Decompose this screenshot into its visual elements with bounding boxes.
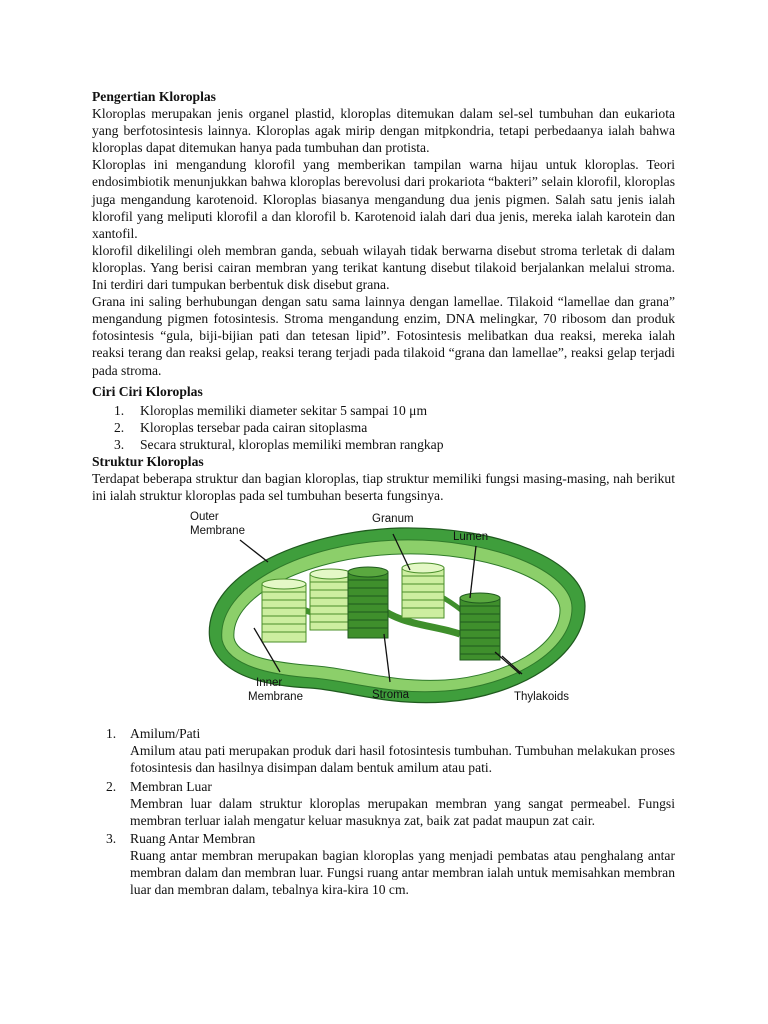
- list-number: 2.: [114, 419, 125, 435]
- list-item: [92, 419, 675, 436]
- list-description: Amilum atau pati merupakan produk dari hasil fotosintesis tumbuhan. Tumbuhan melakukan proses fotosintesis dan hasilnya disimpan dalam bentuk amilum atau pati.: [130, 743, 675, 776]
- list-number: 2.: [106, 778, 117, 794]
- list-text: Kloroplas memiliki diameter sekitar 5 sampai 10 μm: [140, 402, 428, 418]
- granum-light: [262, 579, 306, 642]
- list-title: Membran Luar: [130, 778, 212, 794]
- paragraph: Kloroplas merupakan jenis organel plastid, kloroplas ditemukan dalam sel-sel tumbuhan dan eukariota yang berfotosintesis lainnya. Kloroplas agak mirip dengan mitpkondria, tetapi perbedaanya ialah bahwa kloroplas dapat ditemukan hanya pada tumbuhan dan protista.: [92, 106, 675, 156]
- paragraph: Terdapat beberapa struktur dan bagian kloroplas, tiap struktur memiliki fungsi masing-masing, nah berikut ini ialah struktur kloroplas pada sel tumbuhan beserta fungsinya.: [92, 471, 675, 504]
- granum-light: [402, 563, 444, 618]
- label-thylakoids: Thylakoids: [514, 691, 569, 704]
- ciri-list: [92, 402, 675, 453]
- list-number: 3.: [114, 436, 125, 452]
- paragraph: Grana ini saling berhubungan dengan satu sama lainnya dengan lamellae. Tilakoid “lamellae dan grana” mengandung pigmen fotosintesis. Stroma mengandung enzim, DNA melingkar, 70 ribosom dan produk fotosintesis “gula, biji-bijian pati dan tetesan lipid”. Fotosintesis melibatkan dua reaksi, mereka ialah reaksi terang dan reaksi gelap, reaksi terang terjadi pada tilakoid “grana dan lamellae”, reaksi gelap terjadi pada stroma.: [92, 294, 675, 378]
- list-number: 1.: [106, 726, 117, 742]
- label-outer-membrane-line2: Membrane: [190, 525, 245, 538]
- section-heading-pengertian: Pengertian Kloroplas: [92, 89, 216, 104]
- paragraph: klorofil dikelilingi oleh membran ganda, sebuah wilayah tidak berwarna disebut stroma terletak di dalam kloroplas. Yang berisi cairan membran yang terikat kantung disebut tilakoid berjalankan melalui stroma. Ini terdiri dari tumpukan berbentuk disk disebut grana.: [92, 242, 675, 293]
- list-item: [92, 436, 675, 453]
- granum-light: [310, 569, 352, 630]
- list-item: [92, 778, 675, 829]
- label-granum: Granum: [372, 513, 414, 526]
- list-text: Kloroplas tersebar pada cairan sitoplasma: [140, 419, 368, 435]
- list-title: Ruang Antar Membran: [130, 830, 256, 846]
- section-heading-struktur: Struktur Kloroplas: [92, 453, 204, 469]
- label-lumen: Lumen: [453, 531, 489, 544]
- list-item: [92, 725, 675, 776]
- list-item: [92, 402, 675, 419]
- chloroplast-illustration: [170, 506, 600, 721]
- label-inner-membrane-line2: Membrane: [248, 691, 303, 704]
- list-title: Amilum/Pati: [130, 726, 201, 742]
- list-text: Secara struktural, kloroplas memiliki membran rangkap: [140, 436, 444, 452]
- granum-dark: [460, 593, 500, 660]
- list-number: 3.: [106, 830, 117, 846]
- document-body: [92, 88, 675, 899]
- list-item: [92, 830, 675, 898]
- struktur-list: [92, 725, 675, 898]
- label-outer-membrane-line1: Outer: [190, 511, 219, 524]
- list-description: Membran luar dalam struktur kloroplas merupakan membran yang sangat permeabel. Fungsi membran terluar ialah mengatur keluar masuknya zat, baik zat padat maupun zat cair.: [130, 795, 675, 828]
- paragraph: Kloroplas ini mengandung klorofil yang memberikan tampilan warna hijau untuk kloroplas. Teori endosimbiotik menunjukkan bahwa kloroplas berevolusi dari prokariota “bakteri” selain klorofil, kloroplas juga mengandung karotenoid. Kloroplas biasanya mengandung dua jenis pigmen. Salah satu jenis ialah klorofil yang meliputi klorofil a dan klorofil b. Karotenoid ialah dari dua jenis, mereka ialah karotein dan xantofil.: [92, 157, 675, 241]
- list-description: Ruang antar membran merupakan bagian kloroplas yang menjadi pembatas atau penghalang antar membran dalam dan membran luar. Fungsi ruang antar membran ialah untuk memisahkan membran luar dan membran dalam, tebalnya kira-kira 10 cm.: [130, 847, 675, 898]
- chloroplast-diagram: [92, 506, 675, 721]
- label-stroma: Stroma: [372, 689, 410, 702]
- section-heading-ciri: Ciri Ciri Kloroplas: [92, 383, 203, 399]
- granum-dark: [348, 567, 388, 638]
- list-number: 1.: [114, 402, 125, 418]
- label-inner-membrane-line1: Inner: [256, 677, 283, 690]
